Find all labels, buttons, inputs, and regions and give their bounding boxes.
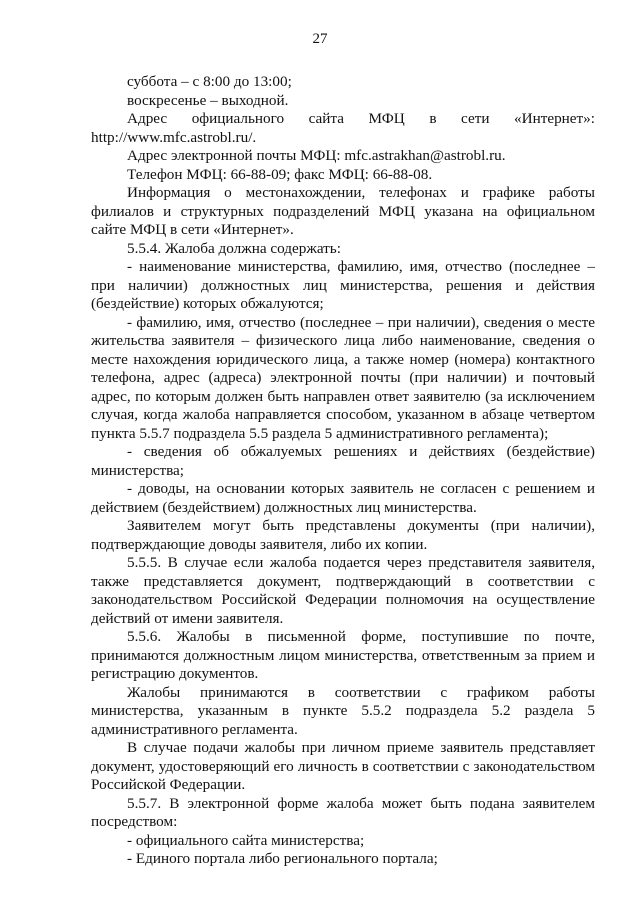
paragraph-5-5-4-heading: 5.5.4. Жалоба должна содержать: (127, 239, 341, 257)
paragraph-sunday-hours: воскресенье – выходной. (127, 91, 289, 109)
list-item-arguments: - доводы, на основании которых заявитель не согласен с решением и действием (бездействием) должностных лиц министерства. (91, 480, 595, 516)
paragraph-schedule-acceptance: Жалобы принимаются в соответствии с графиком работы министерства, указанным в пункте 5.5.2 подраздела 5.2 раздела 5 административного регламента. (91, 683, 595, 738)
paragraph-mfc-branches-info: Информация о местонахождении, телефонах и графике работы филиалов и структурных подразделений МФЦ указана на официальном сайте МФЦ в сети «Интернет». (91, 184, 595, 238)
list-item-unified-portal: - Единого портала либо регионального портала; (127, 850, 438, 867)
paragraph-saturday-hours: суббота – с 8:00 до 13:00; (127, 73, 292, 90)
list-item-official-site: - официального сайта министерства; (127, 831, 365, 849)
page-number: 27 (312, 31, 328, 47)
paragraph-5-5-5: 5.5.5. В случае если жалоба подается через представителя заявителя, также представляется документ, подтверждающий в соответствии с законодательством Российской Федерации полномочия на осуществление действий от имени заявителя. (91, 554, 595, 627)
list-item-ministry-officials: - наименование министерства, фамилию, имя, отчество (последнее – при наличии) должностных лиц министерства, решения и действия (бездействие) которых обжалуются; (91, 258, 595, 312)
list-item-applicant-details: - фамилию, имя, отчество (последнее – при наличии), сведения о месте жительства заявителя – физического лица либо наименование, сведения о месте нахождения юридического лица, а также номер (номера) контактного телефона, адрес (адреса) электронной почты (при наличии) и почтовый адрес, по которым должен быть направлен ответ заявителю (за исключением случая, когда жалоба направляется способом, указанном в абзаце четвертом пункта 5.5.7 подраздела 5.5 раздела 5 административного регламента); (91, 313, 595, 442)
paragraph-mfc-email: Адрес электронной почты МФЦ: mfc.astrakhan@astrobl.ru. (127, 147, 506, 164)
paragraph-5-5-6: 5.5.6. Жалобы в письменной форме, поступившие по почте, принимаются должностным лицом министерства, ответственным за прием и регистрацию документов. (91, 628, 595, 682)
document-body (91, 73, 595, 869)
list-item-appealed-decisions: - сведения об обжалуемых решениях и действиях (бездействие) министерства; (91, 443, 595, 479)
paragraph-personal-reception: В случае подачи жалобы при личном приеме заявитель представляет документ, удостоверяющий его личность в соответствии с законодательством Российской Федерации. (91, 739, 595, 793)
paragraph-mfc-website-label: Адрес официального сайта МФЦ в сети «Интернет»: (127, 110, 595, 127)
paragraph-supporting-documents: Заявителем могут быть представлены документы (при наличии), подтверждающие доводы заявителя, либо их копии. (91, 517, 595, 553)
paragraph-5-5-7: 5.5.7. В электронной форме жалоба может быть подана заявителем посредством: (91, 794, 595, 830)
paragraph-mfc-phone: Телефон МФЦ: 66-88-09; факс МФЦ: 66-88-08. (127, 165, 433, 183)
mfc-website-url: http://www.mfc.astrobl.ru/. (91, 128, 257, 146)
